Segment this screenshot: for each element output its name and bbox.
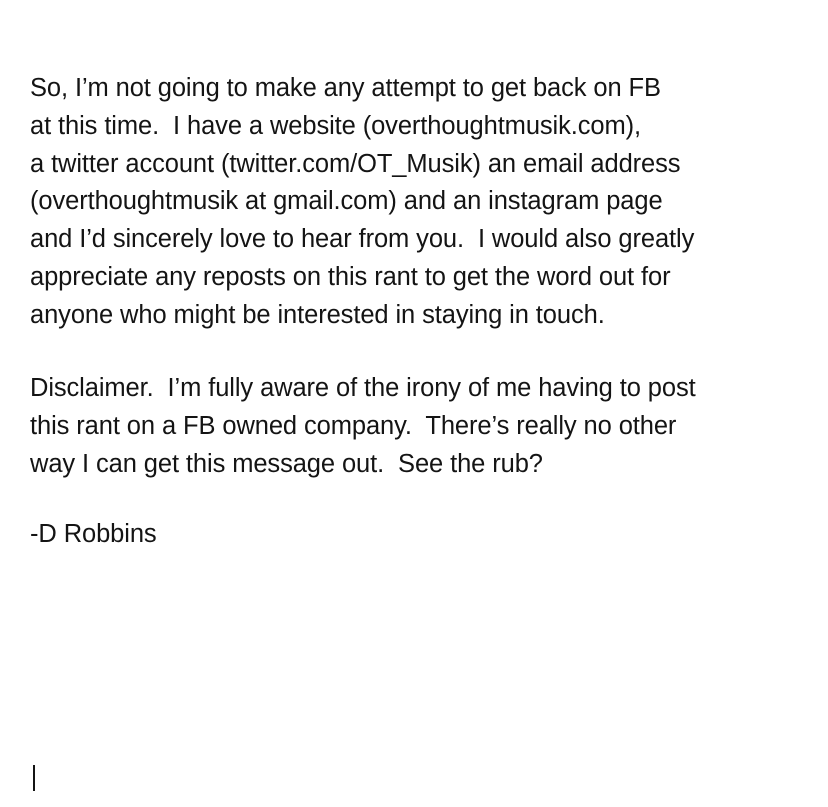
signature — [30, 516, 820, 554]
text-line: a twitter account (twitter.com/OT_Musik) an email address — [30, 149, 681, 178]
signature-text: -D Robbins — [30, 520, 157, 548]
text-line: way I can get this message out. See the rub? — [30, 449, 543, 478]
text-cursor[interactable] — [33, 765, 35, 791]
paragraph-disclaimer — [30, 370, 820, 483]
text-line: and I’d sincerely love to hear from you. I would also greatly — [30, 225, 695, 254]
text-line: at this time. I have a website (overthoughtmusik.com), — [30, 111, 642, 140]
text-line: Disclaimer. I’m fully aware of the irony of me having to post — [30, 374, 696, 402]
text-line: anyone who might be interested in staying in touch. — [30, 300, 605, 329]
text-line: this rant on a FB owned company. There’s really no other — [30, 411, 677, 440]
paragraph-contact-info — [30, 70, 820, 335]
text-line: So, I’m not going to make any attempt to get back on FB — [30, 74, 661, 102]
text-line: appreciate any reposts on this rant to get the word out for — [30, 262, 671, 291]
text-line: (overthoughtmusik at gmail.com) and an instagram page — [30, 187, 663, 216]
